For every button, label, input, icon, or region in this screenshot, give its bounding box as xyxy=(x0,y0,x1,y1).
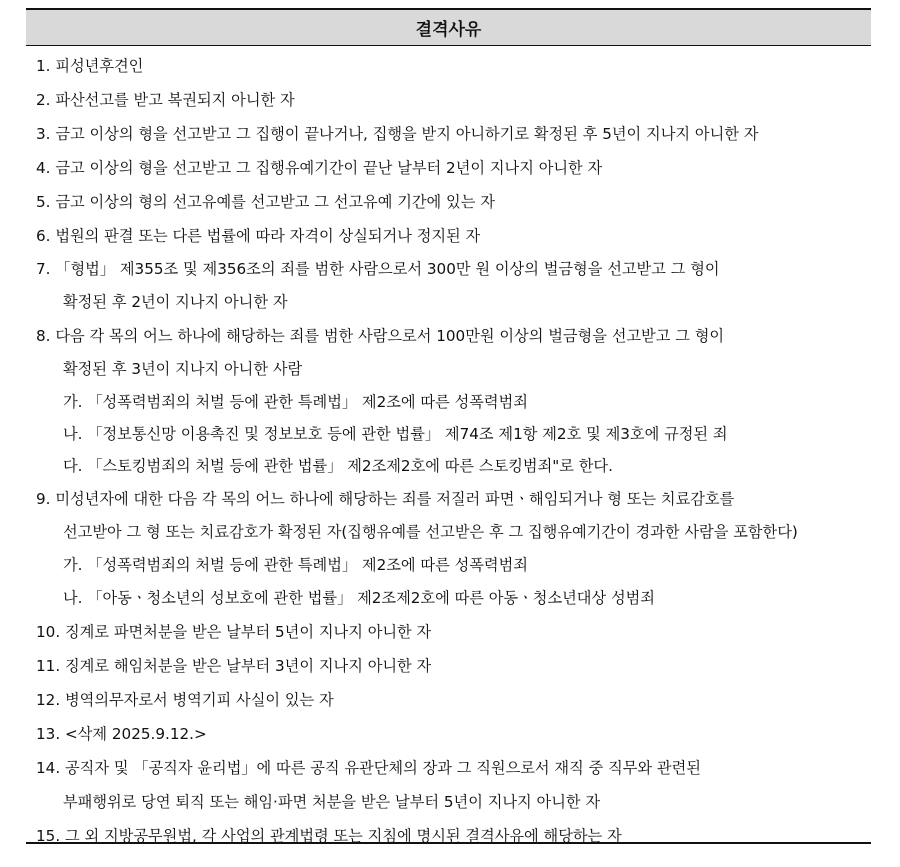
list-item: 1. 피성년후견인 xyxy=(36,57,144,75)
list-item: 14. 공직자 및 「공직자 윤리법」에 따른 공직 유관단체의 장과 그 직원으로서 재직 중 직무와 관련된 xyxy=(36,759,701,777)
list-item: 2. 파산선고를 받고 복권되지 아니한 자 xyxy=(36,91,295,109)
list-item: 5. 금고 이상의 형의 선고유예를 선고받고 그 선고유예 기간에 있는 자 xyxy=(36,193,495,211)
list-item-continuation: 확정된 후 3년이 지나지 아니한 사람 xyxy=(63,360,303,378)
disqualification-table xyxy=(26,8,871,844)
sub-item: 나. 「아동ㆍ청소년의 성보호에 관한 법률」 제2조제2호에 따른 아동ㆍ청소년대상 성범죄 xyxy=(63,589,655,607)
list-item: 12. 병역의무자로서 병역기피 사실이 있는 자 xyxy=(36,691,334,709)
list-item-continuation: 선고받아 그 형 또는 치료감호가 확정된 자(집행유예를 선고받은 후 그 집행유예기간이 경과한 사람을 포함한다) xyxy=(63,523,798,541)
table-title: 결격사유 xyxy=(415,20,482,40)
sub-item: 가. 「성폭력범죄의 처벌 등에 관한 특례법」 제2조에 따른 성폭력범죄 xyxy=(63,393,528,411)
list-item: 9. 미성년자에 대한 다음 각 목의 어느 하나에 해당하는 죄를 저질러 파면ㆍ해임되거나 형 또는 치료감호를 xyxy=(36,490,735,508)
sub-item: 가. 「성폭력범죄의 처벌 등에 관한 특례법」 제2조에 따른 성폭력범죄 xyxy=(63,556,528,574)
table-header xyxy=(26,10,871,46)
list-item: 8. 다음 각 목의 어느 하나에 해당하는 죄를 범한 사람으로서 100만원 이상의 벌금형을 선고받고 그 형이 xyxy=(36,327,725,345)
list-item: 3. 금고 이상의 형을 선고받고 그 집행이 끝나거나, 집행을 받지 아니하기로 확정된 후 5년이 지나지 아니한 자 xyxy=(36,125,759,143)
list-item-continuation: 부패행위로 당연 퇴직 또는 해임·파면 처분을 받은 날부터 5년이 지나지 아니한 자 xyxy=(63,793,601,811)
sub-item: 다. 「스토킹범죄의 처벌 등에 관한 법률」 제2조제2호에 따른 스토킹범죄"로 한다. xyxy=(63,457,613,475)
list-item: 6. 법원의 판결 또는 다른 법률에 따라 자격이 상실되거나 정지된 자 xyxy=(36,227,481,245)
list-item: 15. 그 외 지방공무원법, 각 사업의 관계법령 또는 지침에 명시된 결격사유에 해당하는 자 xyxy=(36,827,622,845)
list-item: 10. 징계로 파면처분을 받은 날부터 5년이 지나지 아니한 자 xyxy=(36,623,432,641)
sub-item: 나. 「정보통신망 이용촉진 및 정보보호 등에 관한 법률」 제74조 제1항 제2호 및 제3호에 규정된 죄 xyxy=(63,425,728,443)
list-item: 13. <삭제 2025.9.12.> xyxy=(36,725,207,743)
list-item: 11. 징계로 해임처분을 받은 날부터 3년이 지나지 아니한 자 xyxy=(36,657,432,675)
list-item: 4. 금고 이상의 형을 선고받고 그 집행유예기간이 끝난 날부터 2년이 지나지 아니한 자 xyxy=(36,159,603,177)
list-item: 7. 「형법」 제355조 및 제356조의 죄를 범한 사람으로서 300만 원 이상의 벌금형을 선고받고 그 형이 xyxy=(36,260,720,278)
list-item-continuation: 확정된 후 2년이 지나지 아니한 자 xyxy=(63,293,288,311)
